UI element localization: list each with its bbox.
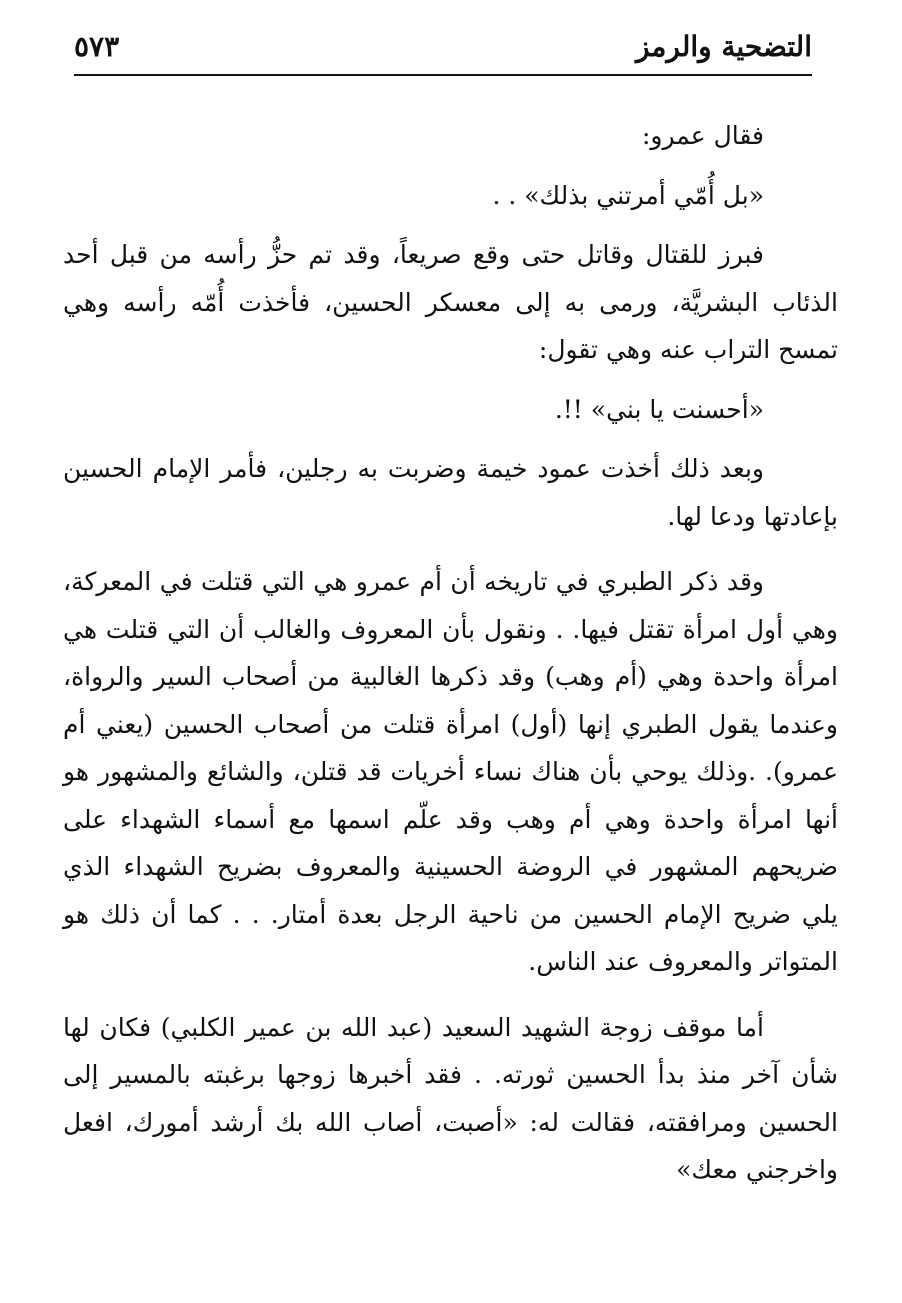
paragraph: وبعد ذلك أخذت عمود خيمة وضربت به رجلين، فأمر الإمام الحسين بإعادتها ودعا لها. [63, 454, 838, 531]
paragraph: أما موقف زوجة الشهيد السعيد (عبد الله بن عمير الكلبي) فكان لها شأن آخر منذ بدأ الحسين ثورته. . فقد أخبرها زوجها برغبته بالمسير إلى الحسين ومرافقته، فقالت له: «أصبت، أصاب الله بك أرشد أمورك، افعل واخرجني معك» [63, 1012, 838, 1184]
page-header [74, 30, 812, 76]
page-number: ٥٧٣ [74, 30, 120, 63]
page-body [63, 112, 838, 1194]
paragraph: فبرز للقتال وقاتل حتى وقع صريعاً، وقد تم حزُّ رأسه من قبل أحد الذئاب البشريَّة، ورمى به إلى معسكر الحسين، فأخذت أُمّه رأسه وهي تمسح التراب عنه وهي تقول: [63, 240, 838, 364]
paragraph: فقال عمرو: [642, 121, 764, 150]
quote: «بل أُمّي أمرتني بذلك» . . [492, 180, 764, 210]
quote: «أحسنت يا بني» !!. [554, 394, 764, 424]
paragraph: وقد ذكر الطبري في تاريخه أن أم عمرو هي التي قتلت في المعركة، وهي أول امرأة تقتل فيها. . ونقول بأن المعروف والغالب أن التي قتلت هي امرأة واحدة وهي (أم وهب) وقد ذكرها الغالبية من أصحاب السير والرواة، وعندما يقول الطبري إنها (أول) امرأة قتلت من أصحاب الحسين (يعني أم عمرو). .وذلك يوحي بأن هناك نساء أخريات قد قتلن، والشائع والمشهور هو أنها امرأة واحدة وهي أم وهب وقد علّم اسمها مع أسماء الشهداء على ضريحهم المشهور في الروضة الحسينية والمعروف بضريح الشهداء الذي يلي ضريح الإمام الحسين من ناحية الرجل بعدة أمتار. . . كما أن ذلك هو المتواتر والمعروف عند الناس. [63, 567, 838, 976]
running-title: التضحية والرمز [635, 30, 812, 63]
